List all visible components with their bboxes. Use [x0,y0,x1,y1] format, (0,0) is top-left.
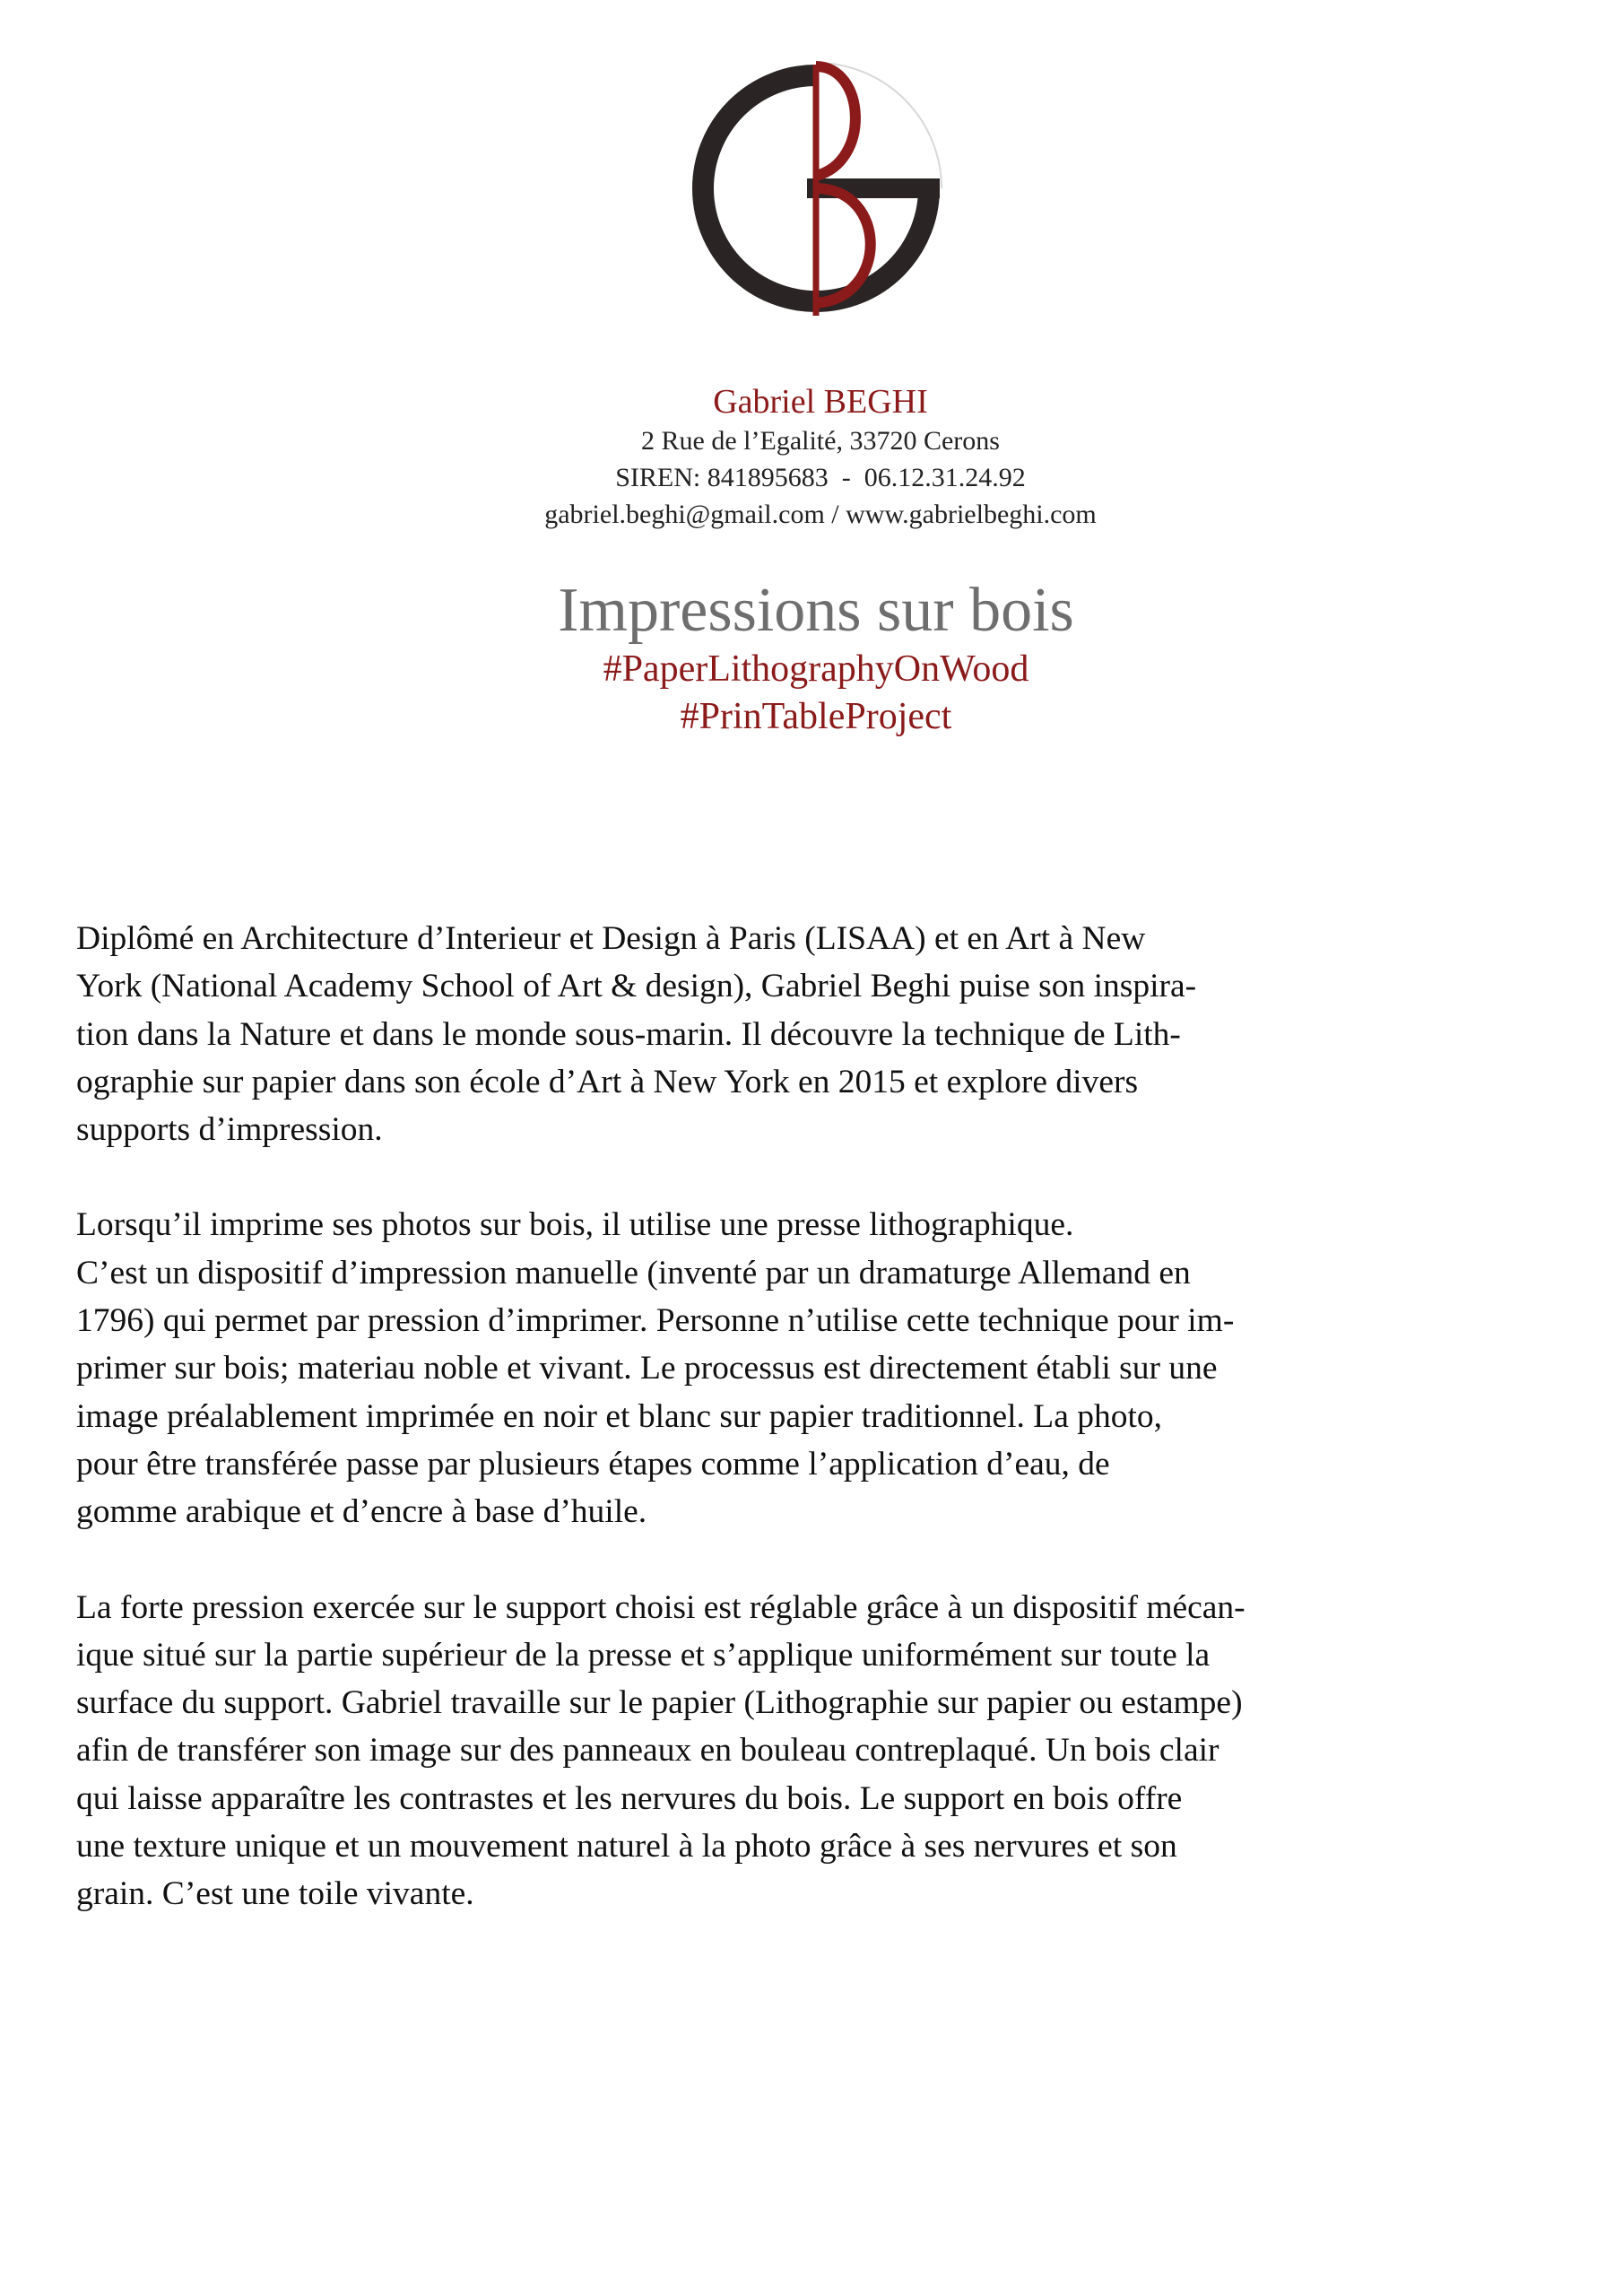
paragraph-line: surface du support. Gabriel travaille sur le papier (Lithographie sur papier ou estampe) [76,1684,1243,1722]
paragraph-line: pour être transférée passe par plusieurs étapes comme l’application d’eau, de [76,1445,1110,1483]
paragraph-line: York (National Academy School of Art & design), Gabriel Beghi puise son inspira- [76,968,1197,1005]
logo-b-upper [816,66,855,176]
paragraph-line: gomme arabique et d’encre à base d’huile. [76,1493,647,1531]
title-block [0,576,1623,741]
paragraph-3 [76,1584,1547,1918]
contact-header [0,381,1623,533]
email-website: gabriel.beghi@gmail.com / www.gabrielbeghi.com [544,500,1097,529]
paragraph-line: afin de transférer son image sur des panneaux en bouleau contreplaqué. Un bois clair [76,1732,1219,1770]
paragraph-2 [76,1201,1547,1535]
paragraph-line: qui laisse apparaître les contrastes et les nervures du bois. Le support en bois offre [76,1779,1183,1817]
paragraph-line: grain. C’est une toile vivante. [76,1875,474,1913]
paragraph-line: C’est un dispositif d’impression manuelle (inventé par un dramaturge Allemand en [76,1254,1191,1292]
hashtag-paper-lithography: #PaperLithographyOnWood [603,648,1029,690]
siren-phone: SIREN: 841895683 - 06.12.31.24.92 [615,463,1026,492]
paragraph-line: Diplômé en Architecture d’Interieur et Design à Paris (LISAA) et en Art à New [76,920,1146,957]
paragraph-line: La forte pression exercée sur le support choisi est réglable grâce à un dispositif mécan- [76,1588,1245,1626]
paragraph-line: tion dans la Nature et dans le monde sous-marin. Il découvre la technique de Lith- [76,1015,1181,1053]
address: 2 Rue de l’Egalité, 33720 Cerons [641,426,1000,456]
paragraph-1 [76,915,1547,1153]
gb-logo [681,54,950,323]
paragraph-line: Lorsqu’il imprime ses photos sur bois, il utilise une presse lithographique. [76,1206,1074,1244]
hashtag-printable-project: #PrinTableProject [680,696,952,737]
author-name: Gabriel BEGHI [713,383,928,421]
paragraph-line: ique situé sur la partie supérieur de la presse et s’applique uniformément sur toute la [76,1636,1211,1674]
paragraph-line: ographie sur papier dans son école d’Art à New York en 2015 et explore divers [76,1063,1139,1100]
paragraph-line: supports d’impression. [76,1111,383,1149]
body-text [76,915,1547,1966]
paragraph-line: une texture unique et un mouvement naturel à la photo grâce à ses nervures et son [76,1828,1177,1866]
document-title: Impressions sur bois [558,576,1074,645]
paragraph-line: 1796) qui permet par pression d’imprimer. Personne n’utilise cette technique pour im- [76,1302,1235,1340]
paragraph-line: image préalablement imprimée en noir et blanc sur papier traditionnel. La photo, [76,1397,1163,1435]
paragraph-line: primer sur bois; materiau noble et vivant. Le processus est directement établi sur une [76,1350,1218,1387]
